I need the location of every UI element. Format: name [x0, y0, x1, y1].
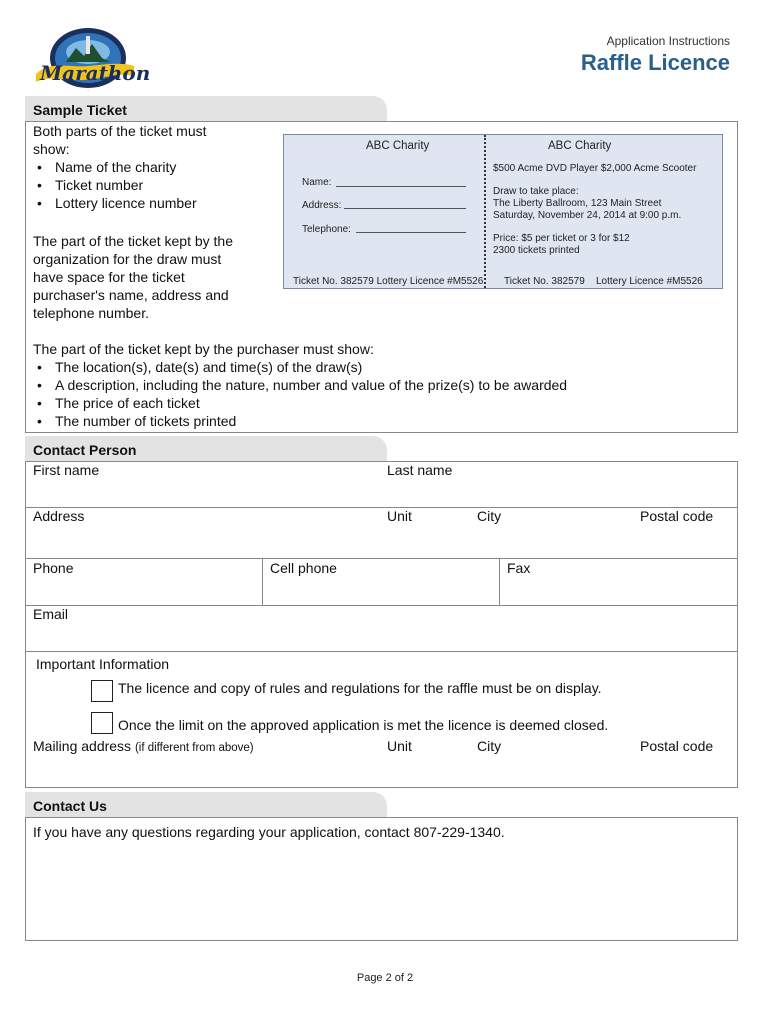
mailing-unit-field[interactable]: Unit [387, 738, 412, 754]
page-number: Page 2 of 2 [356, 972, 414, 984]
ticket-draw-location: The Liberty Ballroom, 123 Main Street [493, 198, 662, 209]
list-item: • A description, including the nature, number and value of the prize(s) to be awarded [33, 376, 567, 394]
ticket-draw-date: Saturday, November 24, 2014 at 9:00 p.m. [493, 210, 682, 221]
divider [25, 651, 738, 652]
mailing-postal-field[interactable]: Postal code [640, 738, 714, 754]
ticket-address-label: Address: [302, 200, 342, 211]
unit-field[interactable]: Unit [387, 508, 412, 524]
ticket-intro-line: show: [33, 141, 70, 157]
page-title: Raffle Licence [580, 50, 730, 75]
ticket-telephone-line [356, 232, 466, 233]
svg-text:·: · [87, 88, 89, 94]
divider [25, 507, 738, 508]
display-rules-checkbox[interactable] [91, 680, 113, 702]
last-name-field[interactable]: Last name [387, 462, 453, 478]
marathon-logo-icon [30, 22, 151, 94]
display-rules-label: The licence and copy of rules and regulations for the raffle must be on display. [118, 680, 602, 696]
section-heading: Sample Ticket [33, 102, 127, 118]
ticket-perforation [484, 135, 486, 288]
mailing-address-note: (if different from above) [134, 742, 254, 754]
ticket-number: Ticket No. 382579 [504, 276, 585, 287]
text-line: organization for the draw must [33, 251, 222, 267]
header-subtitle: Application Instructions [606, 34, 730, 48]
email-field[interactable]: Email [33, 606, 69, 622]
ticket-intro-line: Both parts of the ticket must [33, 123, 207, 139]
text-line: purchaser's name, address and [33, 287, 229, 303]
ticket-intro [33, 122, 207, 158]
limit-closed-label: Once the limit on the approved application is met the licence is deemed closed. [118, 717, 609, 733]
ticket-name-line [336, 186, 466, 187]
section-tab-contact-person [25, 436, 387, 462]
section-heading: Contact Person [33, 442, 137, 458]
limit-closed-checkbox[interactable] [91, 712, 113, 734]
phone-field[interactable]: Phone [33, 560, 74, 576]
ticket-price: Price: $5 per ticket or 3 for $12 [493, 233, 630, 244]
list-item: • Ticket number [33, 176, 197, 194]
list-item: • The location(s), date(s) and time(s) of the draw(s) [33, 358, 567, 376]
mailing-city-field[interactable]: City [477, 738, 502, 754]
purchaser-bullets [33, 358, 567, 430]
section-tab-contact-us [25, 792, 387, 818]
first-name-field[interactable]: First name [33, 462, 100, 478]
list-item: • The number of tickets printed [33, 412, 567, 430]
mailing-address-field[interactable] [33, 738, 254, 754]
section-tab-sample-ticket [25, 96, 387, 122]
list-item: • The price of each ticket [33, 394, 567, 412]
fax-field[interactable]: Fax [507, 560, 531, 576]
important-info-label: Important Information [36, 656, 170, 672]
ticket-bullets [33, 158, 197, 212]
purchaser-intro: The part of the ticket kept by the purchaser must show: [33, 341, 374, 357]
text-line: telephone number. [33, 305, 149, 321]
ticket-telephone-label: Telephone: [302, 224, 351, 235]
list-item: • Name of the charity [33, 158, 197, 176]
ticket-stub-charity: ABC Charity [366, 140, 430, 152]
address-field[interactable]: Address [33, 508, 85, 524]
postal-code-field[interactable]: Postal code [640, 508, 714, 524]
divider [262, 558, 263, 605]
city-field[interactable]: City [477, 508, 502, 524]
text-line: The part of the ticket kept by the [33, 233, 233, 249]
ticket-name-label: Name: [302, 177, 332, 188]
ticket-prizes: $500 Acme DVD Player $2,000 Acme Scooter [493, 163, 697, 174]
ticket-stub-footer: Ticket No. 382579 Lottery Licence #M5526 [293, 276, 484, 287]
section-heading: Contact Us [33, 798, 107, 814]
contact-us-text: If you have any questions regarding your application, contact 807-229-1340. [33, 824, 505, 840]
divider [25, 605, 738, 606]
cell-phone-field[interactable]: Cell phone [270, 560, 337, 576]
text-line: have space for the ticket [33, 269, 185, 285]
divider [499, 558, 500, 605]
list-item: • Lottery licence number [33, 194, 197, 212]
ticket-main-charity: ABC Charity [548, 140, 612, 152]
sample-ticket-graphic [283, 134, 723, 289]
divider [25, 558, 738, 559]
mailing-address-label: Mailing address [33, 738, 132, 754]
ticket-draw-label: Draw to take place: [493, 186, 579, 197]
ticket-address-line [344, 208, 466, 209]
ticket-printed: 2300 tickets printed [493, 245, 580, 256]
svg-text:Marathon: Marathon [40, 61, 151, 85]
ticket-org-part [33, 232, 233, 322]
ticket-licence: Lottery Licence #M5526 [596, 276, 703, 287]
